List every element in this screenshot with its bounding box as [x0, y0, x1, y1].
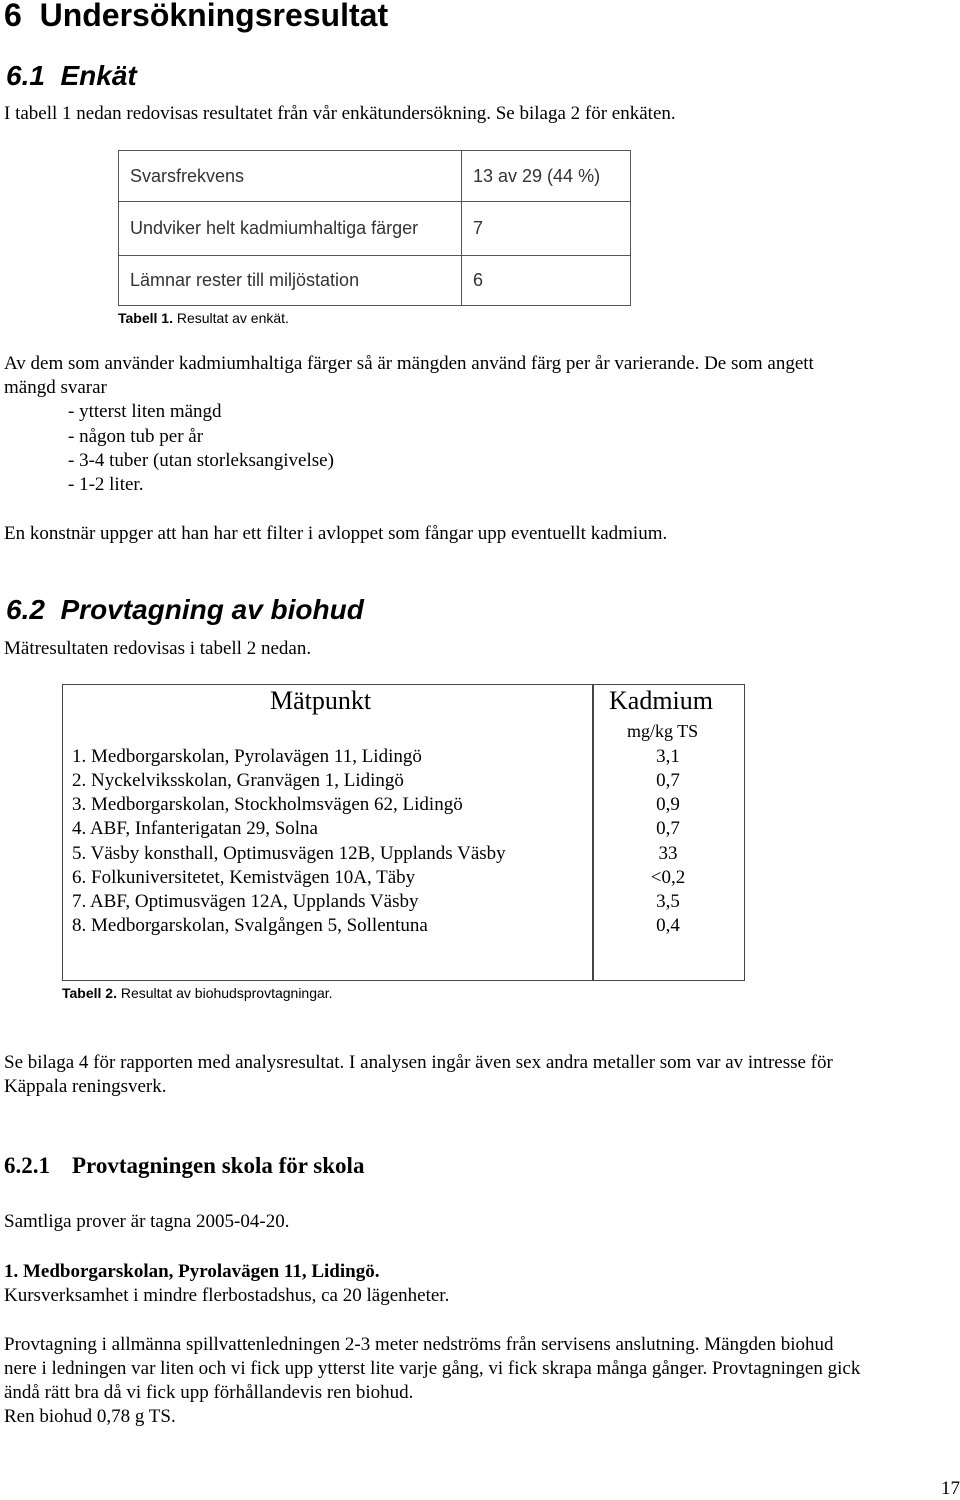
- table-row-location: 8. Medborgarskolan, Svalgången 5, Sollentuna: [72, 915, 428, 936]
- table-row-location: 2. Nyckelviksskolan, Granvägen 1, Lidingö: [72, 770, 404, 791]
- paragraph-line: Se bilaga 4 för rapporten med analysresultat. I analysen ingår även sex andra metaller som var av intresse för: [4, 1052, 833, 1073]
- table-cell-label: Svarsfrekvens: [119, 151, 462, 202]
- sampling-date-text: Samtliga prover är tagna 2005-04-20.: [4, 1211, 290, 1232]
- paragraph-line: Provtagning i allmänna spillvattenledningen 2-3 meter nedströms från servisens anslutning. Mängden biohud: [4, 1334, 834, 1355]
- table-row-value: 0,9: [656, 794, 680, 815]
- table-row-location: 3. Medborgarskolan, Stockholmsvägen 62, Lidingö: [72, 794, 463, 815]
- table-row-value: 33: [658, 843, 678, 864]
- subsubsection-number: 6.2.1: [4, 1153, 50, 1178]
- caption-text: Resultat av enkät.: [172, 310, 289, 326]
- list-item: - ytterst liten mängd: [68, 401, 222, 422]
- table-cell-label: Lämnar rester till miljöstation: [119, 256, 462, 306]
- table-row-value: 0,4: [656, 915, 680, 936]
- subsection-heading-enkat: [6, 60, 137, 92]
- subsection-heading-biohud: [6, 594, 364, 626]
- paragraph-line: Av dem som använder kadmiumhaltiga färger så är mängden använd färg per år varierande. De som angett: [4, 353, 814, 374]
- column-unit: mg/kg TS: [627, 721, 699, 741]
- table-row-location: 1. Medborgarskolan, Pyrolavägen 11, Lidingö: [72, 746, 422, 767]
- table-row-value: <0,2: [650, 867, 686, 888]
- paragraph-line: ändå rätt bra då vi fick upp förhållandevis ren biohud.: [4, 1382, 414, 1403]
- table-row-location: 6. Folkuniversitetet, Kemistvägen 10A, Täby: [72, 867, 416, 888]
- table-cell-value: 13 av 29 (44 %): [462, 151, 631, 202]
- table1-caption: [118, 310, 289, 326]
- table2-caption: [62, 985, 333, 1001]
- list-item: - 3-4 tuber (utan storleksangivelse): [68, 450, 334, 471]
- column-header-location: Mätpunkt: [270, 686, 372, 715]
- table-row-location: 4. ABF, Infanterigatan 29, Solna: [72, 818, 318, 839]
- section-number: 6: [4, 0, 22, 33]
- site-heading: 1. Medborgarskolan, Pyrolavägen 11, Lidingö.: [4, 1261, 380, 1282]
- table-row: [119, 151, 631, 202]
- table-row-value: 3,5: [656, 891, 680, 912]
- table-row-location: 7. ABF, Optimusvägen 12A, Upplands Väsby: [72, 891, 419, 912]
- biohud-intro: Mätresultaten redovisas i tabell 2 nedan.: [4, 638, 312, 659]
- caption-label: Tabell 1.: [118, 310, 173, 326]
- site-description: Kursverksamhet i mindre flerbostadshus, ca 20 lägenheter.: [4, 1285, 450, 1306]
- paragraph-line: Ren biohud 0,78 g TS.: [4, 1406, 176, 1427]
- paragraph-line: Käppala reningsverk.: [4, 1076, 167, 1097]
- table-row-location: 5. Väsby konsthall, Optimusvägen 12B, Upplands Väsby: [72, 843, 506, 864]
- enkat-intro: I tabell 1 nedan redovisas resultatet från vår enkätundersökning. Se bilaga 2 för enkäten.: [4, 103, 676, 124]
- caption-label: Tabell 2.: [62, 985, 117, 1001]
- table-row-value: 3,1: [656, 746, 680, 767]
- section-heading: [4, 0, 388, 34]
- subsection-number: 6.1: [6, 60, 45, 91]
- table-cell-label: Undviker helt kadmiumhaltiga färger: [119, 202, 462, 256]
- list-item: - någon tub per år: [68, 426, 204, 447]
- paragraph-line: nere i ledningen var liten och vi fick upp ytterst lite varje gång, vi fick skrapa många gånger. Provtagningen gick: [4, 1358, 861, 1379]
- subsubsection-heading: [4, 1153, 364, 1179]
- table-row-value: 0,7: [656, 770, 680, 791]
- subsection-number: 6.2: [6, 594, 45, 625]
- survey-table: [118, 150, 631, 306]
- subsection-title: Provtagning av biohud: [60, 594, 364, 625]
- column-header-value: Kadmium: [609, 686, 713, 715]
- list-item: - 1-2 liter.: [68, 474, 144, 495]
- table-cell-value: 7: [462, 202, 631, 256]
- caption-text: Resultat av biohudsprovtagningar.: [116, 985, 333, 1001]
- paragraph-filter: En konstnär uppger att han har ett filter i avloppet som fångar upp eventuellt kadmium.: [4, 523, 668, 544]
- subsubsection-title: Provtagningen skola för skola: [72, 1153, 365, 1178]
- table-row: [119, 202, 631, 256]
- page-number: 17: [941, 1478, 960, 1499]
- paragraph-line: mängd svarar: [4, 377, 107, 398]
- subsection-title: Enkät: [60, 60, 137, 91]
- table-cell-value: 6: [462, 256, 631, 306]
- table-row-value: 0,7: [656, 818, 680, 839]
- table-row: [119, 256, 631, 306]
- section-title: Undersökningsresultat: [39, 0, 389, 33]
